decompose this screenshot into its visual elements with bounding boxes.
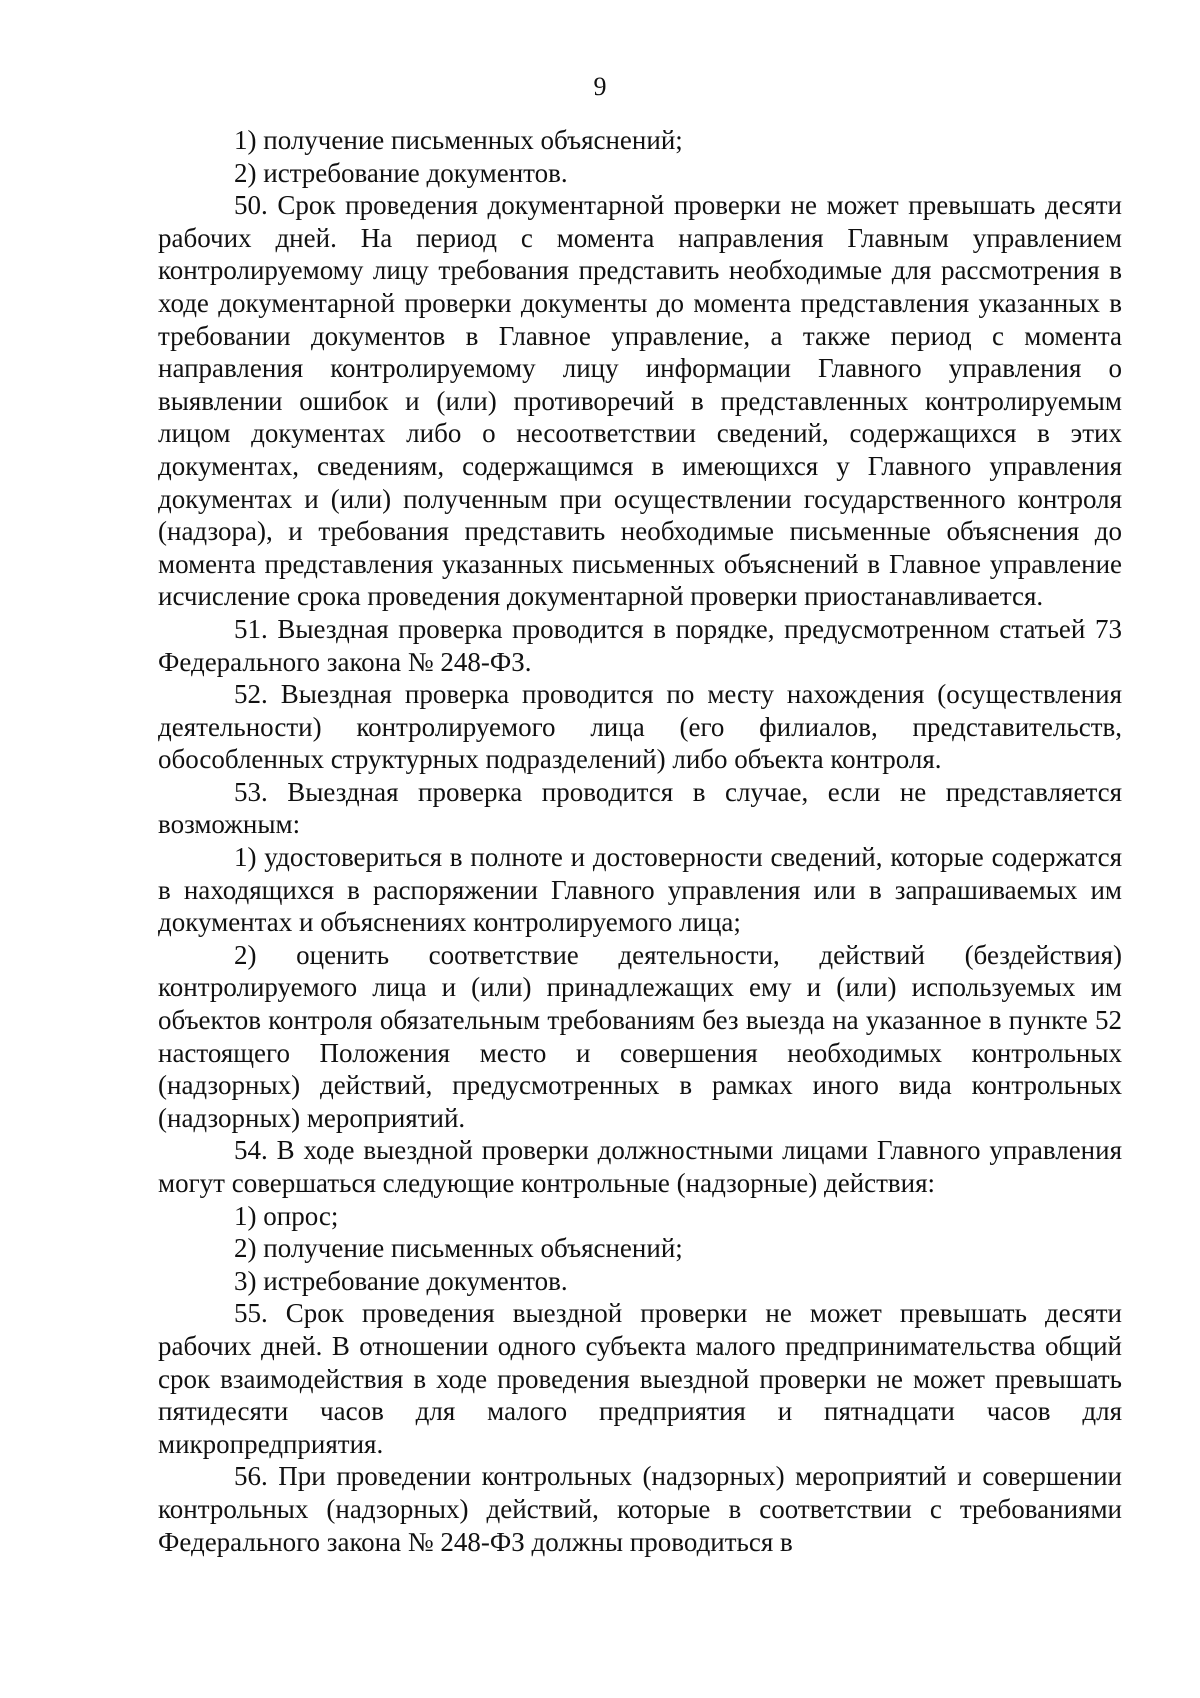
paragraph-54-item-1: 1) опрос; <box>234 1200 339 1231</box>
list-item-document-request: 2) истребование документов. <box>234 157 568 188</box>
paragraph-53: 53. Выездная проверка проводится в случае, если не представляется возможным: <box>158 776 1122 840</box>
paragraph-51: 51. Выездная проверка проводится в порядке, предусмотренном статьей 73 Федерального закона № 248-ФЗ. <box>158 613 1122 677</box>
list-item-written-explanations: 1) получение письменных объяснений; <box>234 125 683 155</box>
document-body <box>158 124 1122 1558</box>
paragraph-50: 50. Срок проведения документарной проверки не может превышать десяти рабочих дней. На период с момента направления Главным управлением контролируемому лицу требования представить необходимые для рассмотрения в ходе документарной проверки документы до момента представления указанных в требовании документов в Главное управление, а также период с момента направления контролируемому лицу информации Главного управления о выявлении ошибок и (или) противоречий в представленных контролируемым лицом документах либо о несоответствии сведений, содержащихся в этих документах, сведениям, содержащимся в имеющихся у Главного управления документах и (или) полученным при осуществлении государственного контроля (надзора), и требования представить необходимые письменные объяснения до момента представления указанных письменных объяснений в Главное управление исчисление срока проведения документарной проверки приостанавливается. <box>158 190 1122 612</box>
paragraph-54-item-3: 3) истребование документов. <box>234 1265 568 1296</box>
paragraph-54-item-2: 2) получение письменных объяснений; <box>234 1233 683 1264</box>
paragraph-53-item-1: 1) удостовериться в полноте и достоверности сведений, которые содержатся в находящихся в распоряжении Главного управления или в запрашиваемых им документах и объяснениях контролируемого лица; <box>158 842 1122 938</box>
page-number: 9 <box>593 72 607 101</box>
paragraph-55: 55. Срок проведения выездной проверки не может превышать десяти рабочих дней. В отношении одного субъекта малого предпринимательства общий срок взаимодействия в ходе проведения выездной проверки не может превышать пятидесяти часов для малого предприятия и пятнадцати часов для микропредприятия. <box>158 1298 1122 1459</box>
paragraph-54: 54. В ходе выездной проверки должностными лицами Главного управления могут совершаться следующие контрольные (надзорные) действия: <box>158 1135 1122 1198</box>
paragraph-52: 52. Выездная проверка проводится по месту нахождения (осуществления деятельности) контролируемого лица (его филиалов, представительств, обособленных структурных подразделений) либо объекта контроля. <box>158 679 1122 775</box>
paragraph-56: 56. При проведении контрольных (надзорных) мероприятий и совершении контрольных (надзорных) действий, которые в соответствии с требованиями Федерального закона № 248-ФЗ должны проводиться в <box>158 1461 1122 1557</box>
paragraph-53-item-2: 2) оценить соответствие деятельности, действий (бездействия) контролируемого лица и (или) принадлежащих ему и (или) используемых им объектов контроля обязательным требованиям без выезда на указанное в пункте 52 настоящего Положения место и совершения необходимых контрольных (надзорных) действий, предусмотренных в рамках иного вида контрольных (надзорных) мероприятий. <box>158 939 1122 1133</box>
